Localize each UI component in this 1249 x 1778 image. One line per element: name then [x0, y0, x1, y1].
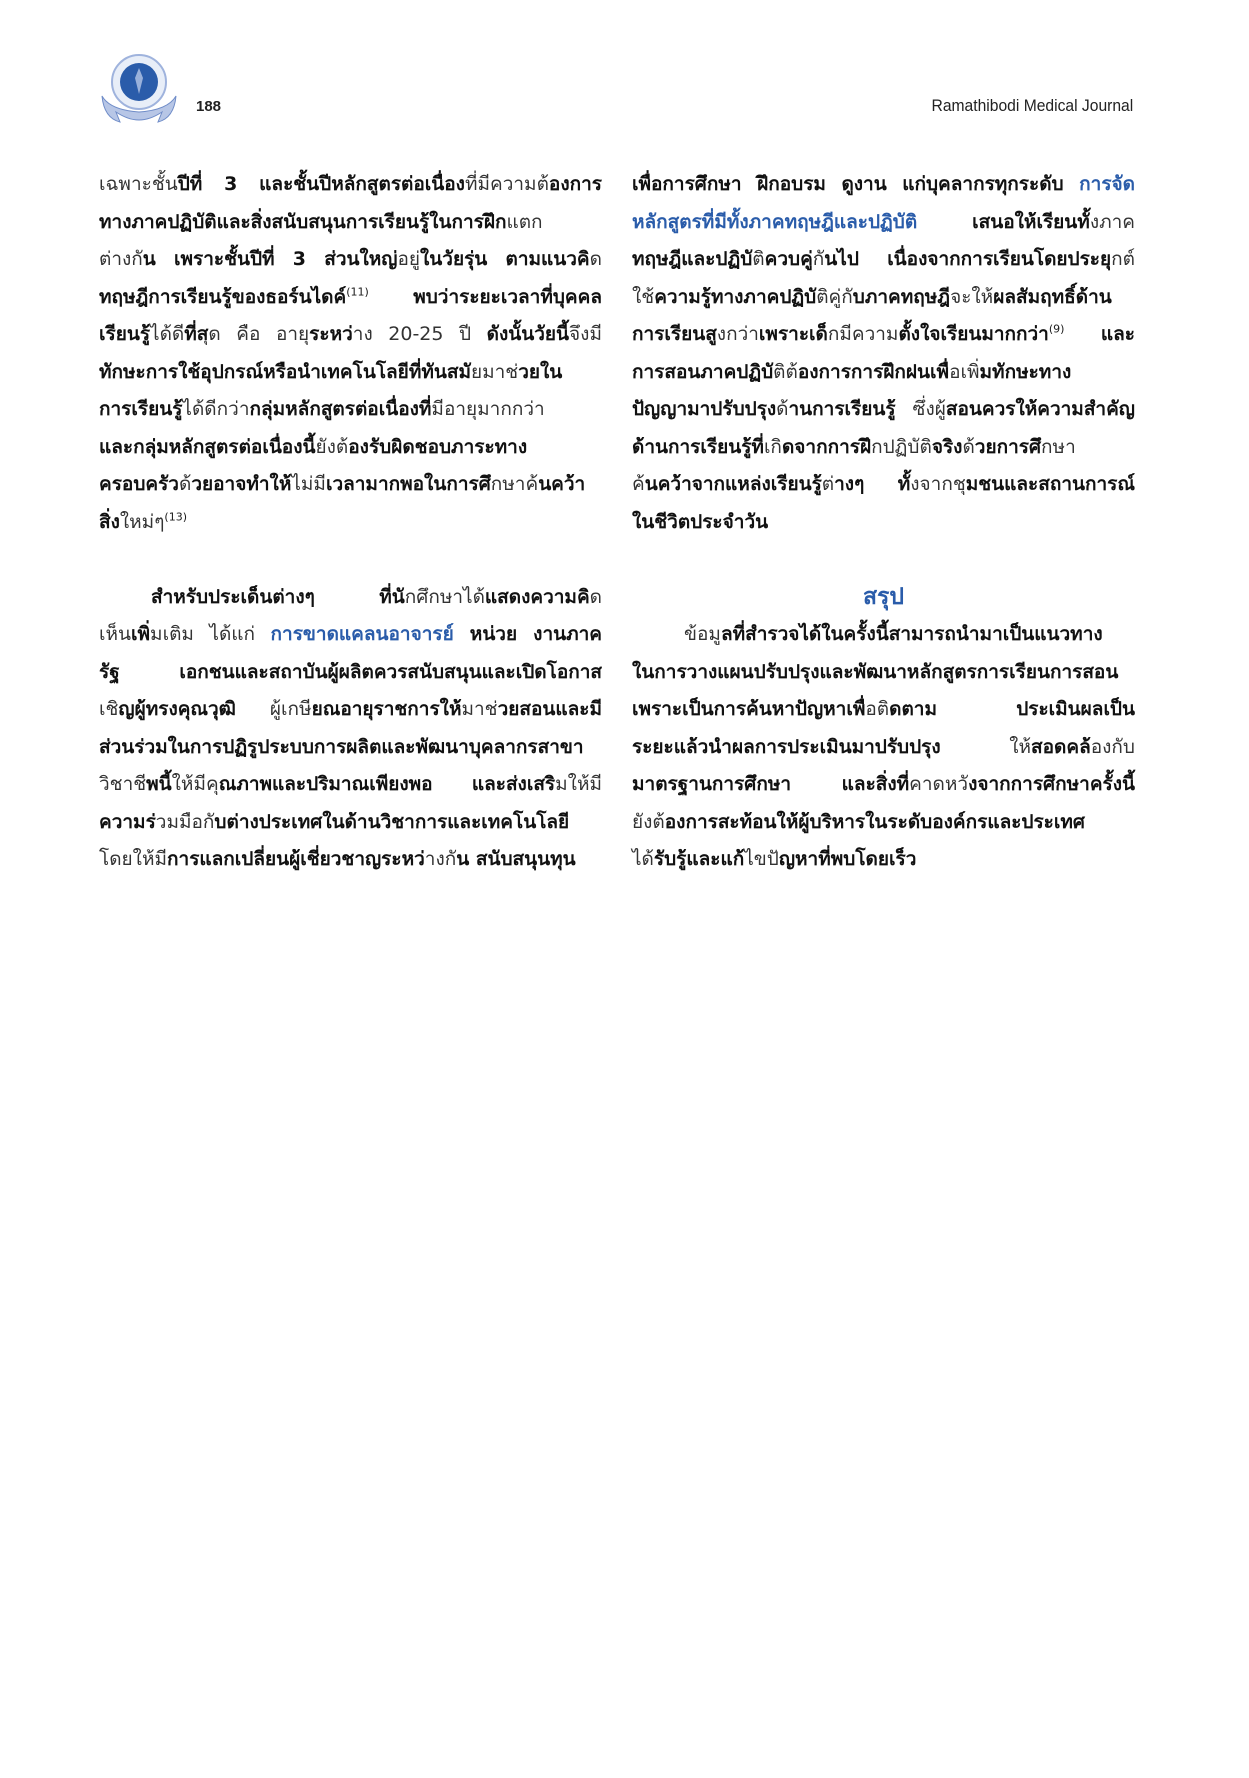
text-segment: องการ — [548, 173, 602, 195]
citation-ref: (11) — [346, 285, 369, 299]
text-segment: ด — [589, 585, 602, 608]
text-line — [632, 241, 1135, 279]
text-line — [632, 391, 1135, 429]
text-segment: ต่างกั — [99, 248, 143, 270]
paragraph — [99, 579, 602, 879]
journal-logo — [98, 52, 180, 128]
text-line — [632, 466, 1135, 504]
text-segment: ไขปั — [744, 848, 779, 870]
text-segment: าง 20-25 ปี — [352, 323, 487, 345]
text-segment: ติต้ — [773, 360, 798, 383]
text-line — [632, 654, 1135, 692]
text-segment: มให้มี — [555, 773, 602, 795]
text-segment: บต่างประเทศในด้านวิชาการและเทคโนโลยี — [214, 810, 570, 833]
text-segment: ที่ส — [184, 323, 209, 345]
text-line — [99, 766, 602, 804]
text-segment: ควบคู่ — [764, 248, 813, 270]
text-segment: เวลามากพอในการศึ — [325, 473, 491, 495]
text-line — [632, 766, 1135, 804]
text-segment: เพื่อการศึกษา ฝึกอบรม ดูงาน แก่บุคลากรทุกระดับ — [632, 173, 1080, 195]
text-segment: จริง — [931, 435, 963, 458]
text-segment: มชนและสถานการณ์ — [965, 473, 1135, 495]
text-segment: เห็น — [99, 623, 132, 645]
right-column — [632, 166, 1135, 879]
text-segment: ใหม่ๆ — [119, 510, 165, 533]
text-segment: กษาค้ — [490, 473, 539, 495]
text-segment: ข้อมู — [684, 623, 721, 645]
text-segment: ให้ — [940, 735, 1032, 758]
text-segment: กมีความ — [827, 323, 899, 345]
text-segment: องการการฝึกฝนเพื่ — [797, 360, 950, 383]
text-segment: ทฤษฎีและปฏิบั — [632, 248, 753, 270]
text-segment: ให้มีคุ — [171, 773, 219, 795]
text-segment: ลที่สำรวจได้ในครั้งนี้สามารถนำมาเป็นแนวทาง — [720, 623, 1103, 645]
text-segment: สอดคล้ — [1031, 735, 1091, 758]
text-segment: สำหรับประเด็นต่างๆ ที่นั — [151, 585, 405, 608]
text-segment: มีอายุมากกว่า — [431, 398, 545, 420]
text-segment: ดตาม ประเมินผลเป็น — [889, 698, 1135, 720]
text-segment: ด้ — [776, 398, 789, 420]
text-segment: ติคู่กั — [816, 285, 853, 308]
text-line — [99, 166, 602, 204]
text-segment: ปัญญามาปรับปรุง — [632, 398, 777, 420]
text-segment: เสนอให้เรียนทั้ — [917, 210, 1090, 233]
text-segment: ตั้งใจเรียนมากกว่า — [898, 323, 1049, 345]
text-segment: ต่ — [821, 473, 835, 495]
text-segment: ด — [589, 248, 602, 270]
text-segment: วยใน — [518, 360, 563, 383]
text-segment: ด้านการเรียนรู้ที่ — [632, 435, 764, 458]
text-segment: ความร่ — [99, 810, 156, 833]
text-line — [632, 166, 1135, 204]
text-segment: วยอาจทำให้ — [191, 473, 292, 495]
text-line — [632, 691, 1135, 729]
text-segment: ความรู้ทางภาคปฏิบั — [654, 285, 817, 308]
text-segment: ยมาช่ — [470, 360, 519, 383]
text-line — [632, 616, 1135, 654]
text-segment: ผลสัมฤทธิ์ด้าน — [993, 285, 1112, 308]
text-segment: างๆ ทั้ — [834, 473, 911, 495]
text-segment: หน่วย งานภาค — [453, 623, 602, 645]
text-line — [99, 729, 602, 767]
text-line — [99, 354, 602, 392]
paragraph — [632, 616, 1135, 879]
text-segment: สอนควรให้ความสำคัญ — [945, 398, 1135, 420]
text-line — [632, 429, 1135, 467]
text-segment: เพราะเป็นการค้นหาปัญหาเพื่ — [632, 698, 866, 720]
text-segment: เชิ — [99, 698, 119, 720]
text-segment: น เพราะชั้นปีที่ 3 ส่วนใหญ่ — [142, 248, 398, 270]
text-segment: และ — [1064, 323, 1135, 345]
text-line — [99, 579, 602, 617]
text-line — [632, 841, 1135, 879]
text-segment: วยสอนและมี — [497, 698, 602, 720]
text-line — [632, 729, 1135, 767]
text-segment: ดจากการฝึ — [781, 435, 872, 458]
text-segment: ติ — [752, 248, 765, 270]
text-line — [99, 429, 602, 467]
text-segment: กั — [812, 248, 825, 270]
text-segment: ทฤษฎีการเรียนรู้ของธอร์นไดค์ — [99, 285, 347, 308]
text-segment: อเพิ่ — [949, 360, 980, 383]
text-line — [99, 204, 602, 242]
text-segment: ซึ่งผู้ — [895, 398, 946, 420]
text-segment: และกลุ่มหลักสูตรต่อเนื่องนี้ — [99, 435, 316, 458]
text-segment: างกั — [424, 848, 457, 870]
text-segment: องการสะท้อนให้ผู้บริหารในระดับองค์กรและประเทศ — [664, 810, 1085, 833]
text-segment: ในชีวิตประจำวัน — [632, 510, 769, 533]
text-line — [99, 241, 602, 279]
text-segment: จึงมี — [569, 323, 602, 345]
text-segment: อยู่ — [397, 248, 421, 270]
text-segment: ใช้ — [632, 285, 655, 308]
text-segment: ณภาพและปริมาณเพียงพอ และส่งเสริ — [218, 773, 556, 795]
text-segment: ไม่มี — [291, 473, 326, 495]
text-segment: บภาคทฤษฎี — [852, 285, 951, 308]
left-column — [99, 166, 602, 879]
citation-ref: (13) — [164, 510, 187, 524]
text-segment: กต์ — [1111, 248, 1135, 270]
text-segment: มทักษะทาง — [979, 360, 1072, 383]
text-segment: พบว่าระยะเวลาที่บุคคล — [368, 285, 602, 308]
text-segment: ทางภาคปฏิบัติและสิ่งสนับสนุนการเรียนรู้ในการฝึก — [99, 210, 507, 233]
page-number: 188 — [196, 98, 222, 115]
text-segment: อติ — [865, 698, 890, 720]
text-segment: เพิ่ — [131, 623, 151, 645]
text-segment: วยการศึ — [974, 435, 1042, 458]
text-segment: ได้ดีกว่า — [182, 398, 250, 420]
text-segment: แสดงความคิ — [484, 585, 590, 608]
text-segment: ปีที่ 3 และชั้นปีหลักสูตรต่อเนื่อง — [177, 173, 465, 195]
text-segment: ในการวางแผนปรับปรุงและพัฒนาหลักสูตรการเรียนการสอน — [632, 660, 1119, 683]
text-segment: ดังนั้นวัยนี้ — [486, 323, 570, 345]
text-line — [99, 466, 602, 504]
text-segment: ระยะแล้วนำผลการประเมินมาปรับปรุง — [632, 735, 941, 758]
text-segment: มาตรฐานการศึกษา และสิ่งที่ — [632, 773, 910, 795]
text-segment: มเติม ได้แก่ — [150, 623, 271, 645]
text-line — [99, 841, 602, 879]
paragraph-gap — [632, 541, 1135, 579]
text-segment: ญหาที่พบโดยเร็ว — [778, 848, 917, 870]
text-segment: นคว้าจากแหล่งเรียนรู้ — [644, 473, 822, 495]
text-segment: ทักษะการใช้อุปกรณ์หรือนำเทคโนโลยีที่ทันสมั — [99, 360, 471, 383]
text-segment: โดยให้มี — [99, 848, 168, 870]
text-segment: วิชาชี — [99, 773, 147, 795]
text-segment: ด้ — [962, 435, 975, 458]
journal-title: Ramathibodi Medical Journal — [931, 96, 1133, 115]
text-line — [632, 804, 1135, 842]
text-segment: งกว่า — [716, 323, 759, 345]
text-segment: เพราะเด็ — [758, 323, 828, 345]
text-line — [99, 654, 602, 692]
text-segment: สิ่ง — [99, 510, 120, 533]
text-line — [99, 504, 602, 542]
text-segment: ยังต้ — [315, 435, 349, 458]
text-segment: การเรียนสู — [632, 323, 717, 345]
text-segment: ด้ — [178, 473, 192, 495]
text-segment: กลุ่มหลักสูตรต่อเนื่องที่ — [249, 398, 432, 420]
text-segment: านการเรียนรู้ — [788, 398, 896, 420]
text-segment: นไป เนื่องจากการเรียนโดยประยุ — [824, 248, 1112, 270]
text-line — [632, 354, 1135, 392]
text-segment: น สนับสนุนทุน — [456, 848, 576, 870]
text-segment: ยังต้ — [632, 810, 665, 833]
text-line — [632, 504, 1135, 542]
paragraph — [99, 166, 602, 541]
text-segment: กปฏิบัติ — [871, 435, 932, 458]
text-segment: องรับผิดชอบภาระทาง — [348, 435, 528, 458]
text-segment: ยณอายุราชการให้ — [311, 698, 462, 720]
text-segment: ญผู้ทรงคุณวุฒิ — [118, 698, 236, 720]
text-segment: ที่มีความต้ — [464, 173, 549, 195]
text-segment: วมมือกั — [155, 810, 215, 833]
citation-ref: (9) — [1048, 322, 1065, 336]
text-segment: รับรู้และแก้ — [653, 848, 745, 870]
text-line — [99, 616, 602, 654]
text-segment: ส่วนร่วมในการปฏิรูประบบการผลิตและพัฒนาบุคลากรสาขา — [99, 735, 584, 758]
text-segment: ได้ดี — [150, 323, 185, 345]
paragraph-gap — [99, 541, 602, 579]
text-segment: เรียนรู้ — [99, 323, 151, 345]
text-line — [632, 204, 1135, 242]
text-segment: คาดหวั — [909, 773, 969, 795]
text-segment: เฉพาะชั้น — [99, 173, 178, 195]
text-segment: งจากชุ — [910, 473, 966, 495]
text-segment: การเรียนรู้ — [99, 398, 183, 420]
text-segment: การแลกเปลี่ยนผู้เชี่ยวชาญระหว่ — [167, 848, 425, 870]
text-segment: ในวัยรุ่น ตามแนวคิ — [420, 248, 590, 270]
text-segment: ครอบครัว — [99, 473, 179, 495]
text-segment: งจากการศึกษาครั้งนี้ — [968, 773, 1135, 795]
text-segment: ระหว่ — [309, 323, 353, 345]
text-segment: การสอนภาคปฏิบั — [632, 360, 774, 383]
highlighted-phrase: การขาดแคลนอาจารย์ — [270, 623, 454, 645]
text-segment: นคว้า — [538, 473, 586, 495]
highlighted-phrase: การจัด — [1079, 173, 1135, 195]
paragraph — [632, 166, 1135, 541]
text-segment: ได้ — [632, 848, 654, 870]
text-segment: กษา — [1041, 435, 1076, 458]
text-line — [99, 391, 602, 429]
text-segment: แตก — [506, 210, 543, 233]
highlighted-phrase: หลักสูตรที่มีทั้งภาคทฤษฎีและปฏิบัติ — [632, 210, 918, 233]
text-segment: ผู้เกษี — [235, 698, 312, 720]
text-segment: จะให้ — [950, 285, 994, 308]
text-line — [99, 804, 602, 842]
text-segment: งภาค — [1089, 210, 1135, 233]
text-line — [632, 279, 1135, 317]
text-line — [99, 691, 602, 729]
text-segment: รัฐ เอกชนและสถาบันผู้ผลิตควรสนับสนุนและเปิดโอกาส — [99, 660, 602, 683]
text-segment: เกิ — [763, 435, 782, 458]
text-segment: ค้ — [632, 473, 645, 495]
text-line — [99, 316, 602, 354]
text-line — [632, 316, 1135, 354]
text-segment: มาช่ — [461, 698, 498, 720]
text-segment: องกับ — [1090, 735, 1135, 758]
text-segment: ุด คือ อายุ — [208, 323, 310, 345]
text-line — [99, 279, 602, 317]
section-heading-conclusion: สรุป — [863, 583, 904, 610]
text-segment: พนี้ — [146, 773, 172, 795]
text-segment: กศึกษาได้ — [404, 585, 485, 608]
